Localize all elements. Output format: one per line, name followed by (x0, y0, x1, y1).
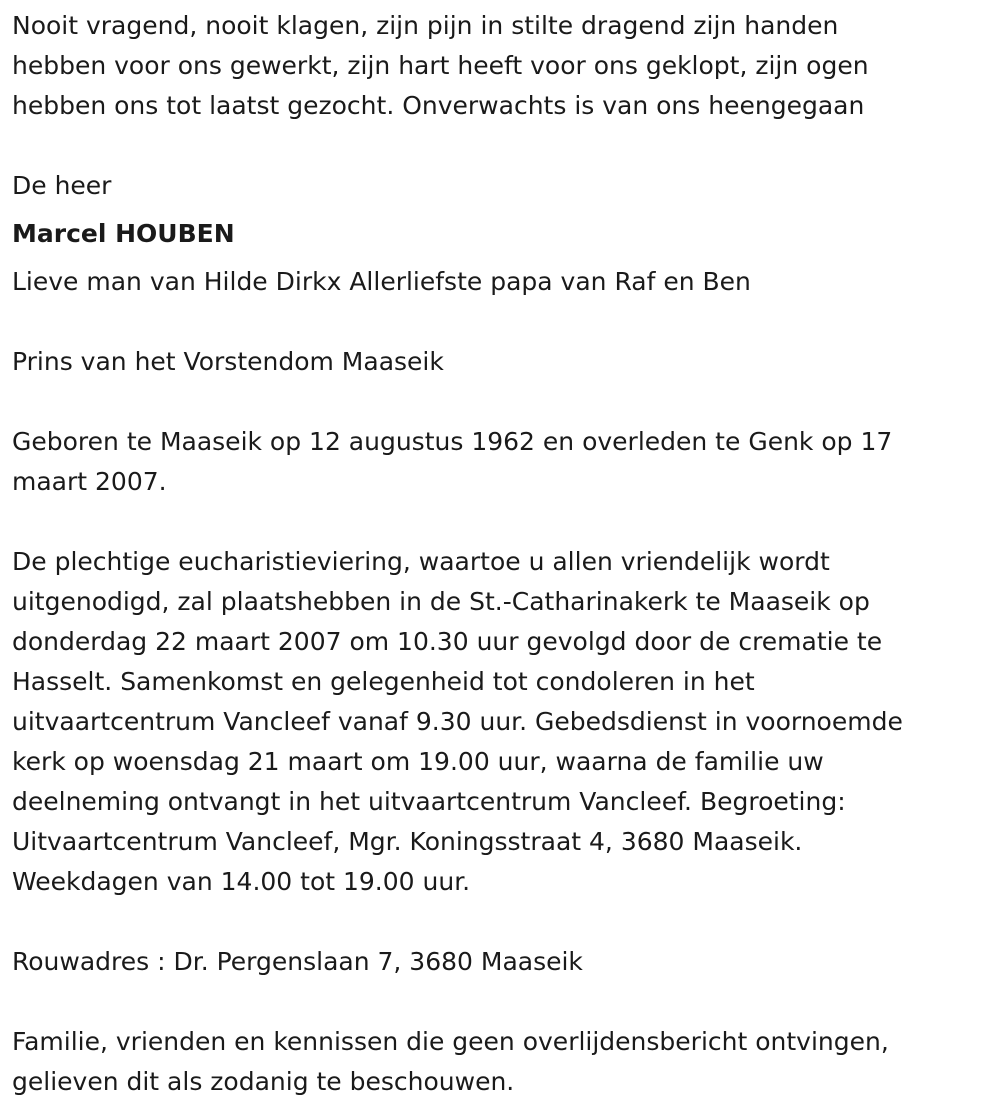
ceremony-line: uitvaartcentrum Vancleef vanaf 9.30 uur. Gebedsdienst in voornoemde (12, 707, 903, 736)
spacer (12, 206, 987, 214)
ceremony-line: uitgenodigd, zal plaatshebben in de St.-Catharinakerk te Maaseik op (12, 587, 870, 616)
intro-line: hebben voor ons gewerkt, zijn hart heeft voor ons geklopt, zijn ogen (12, 51, 869, 80)
ceremony-line: Weekdagen van 14.00 tot 19.00 uur. (12, 867, 471, 896)
spacer (12, 254, 987, 262)
spacer (12, 126, 987, 166)
ceremony-line: kerk op woensdag 21 maart om 19.00 uur, waarna de familie uw (12, 747, 824, 776)
ceremony-line: deelneming ontvangt in het uitvaartcentrum Vancleef. Begroeting: (12, 787, 846, 816)
birth-death-line: maart 2007. (12, 467, 167, 496)
spacer (12, 982, 987, 1022)
family-text: Lieve man van Hilde Dirkx Allerliefste papa van Raf en Ben (12, 267, 751, 296)
title-text: De heer (12, 171, 112, 200)
honor-text: Prins van het Vorstendom Maaseik (12, 347, 444, 376)
spacer (12, 302, 987, 342)
spacer (12, 502, 987, 542)
mourning-address: Rouwadres : Dr. Pergenslaan 7, 3680 Maaseik (12, 947, 583, 976)
intro-line: Nooit vragend, nooit klagen, zijn pijn in stilte dragend zijn handen (12, 11, 839, 40)
ceremony-paragraph (12, 542, 987, 902)
intro-paragraph (12, 6, 987, 126)
deceased-name: Marcel HOUBEN (12, 219, 235, 248)
birth-death-paragraph (12, 422, 987, 502)
obituary-text (12, 6, 987, 1102)
closing-paragraph (12, 1022, 987, 1102)
spacer (12, 382, 987, 422)
spacer (12, 902, 987, 942)
birth-death-line: Geboren te Maaseik op 12 augustus 1962 en overleden te Genk op 17 (12, 427, 893, 456)
ceremony-line: Hasselt. Samenkomst en gelegenheid tot condoleren in het (12, 667, 755, 696)
closing-line: gelieven dit als zodanig te beschouwen. (12, 1067, 515, 1096)
ceremony-line: De plechtige eucharistieviering, waartoe u allen vriendelijk wordt (12, 547, 830, 576)
announcement-block (12, 166, 987, 302)
closing-line: Familie, vrienden en kennissen die geen overlijdensbericht ontvingen, (12, 1027, 889, 1056)
ceremony-line: donderdag 22 maart 2007 om 10.30 uur gevolgd door de crematie te (12, 627, 883, 656)
intro-line: hebben ons tot laatst gezocht. Onverwachts is van ons heengegaan (12, 91, 865, 120)
ceremony-line: Uitvaartcentrum Vancleef, Mgr. Koningsstraat 4, 3680 Maaseik. (12, 827, 803, 856)
